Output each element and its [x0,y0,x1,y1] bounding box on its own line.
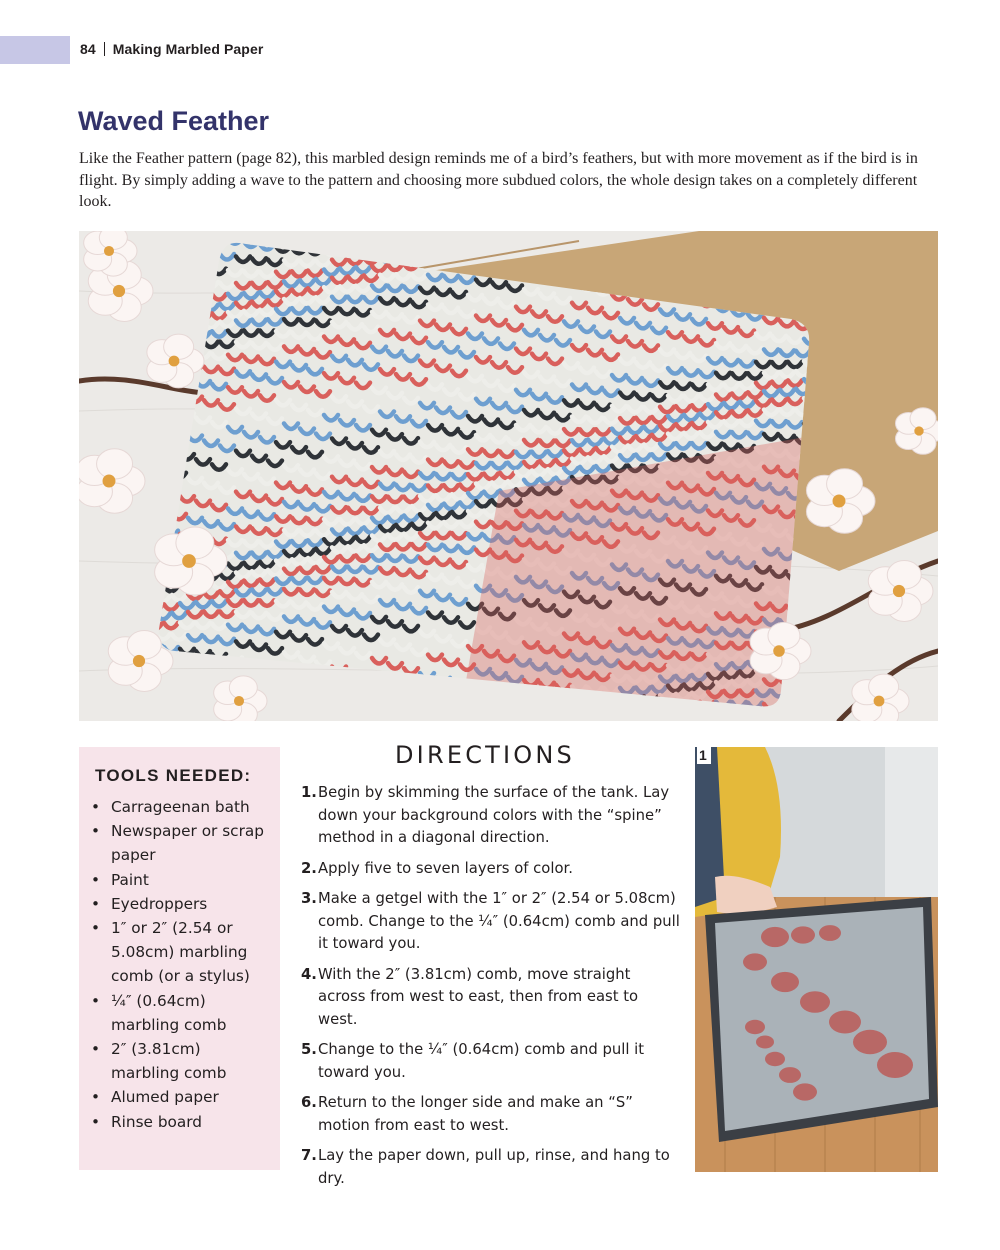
step-number: 2. [301,859,317,877]
running-head [80,41,263,57]
step-text: Apply five to seven layers of color. [318,859,573,877]
step-number: 1. [301,784,317,801]
step-photo [695,747,938,1172]
tool-item: • Carrageenan bath [91,795,271,819]
intro-paragraph: Like the Feather pattern (page 82), this marbled design reminds me of a bird’s feathers, but with more movement as if the bird is in flight. By simply adding a wave to the pattern and choosing more subdued colors, the whole design takes on a completely different look. [79,150,918,210]
tools-heading: TOOLS NEEDED: [95,766,252,785]
tool-item: • Rinse board [91,1110,271,1134]
direction-step [301,1092,681,1137]
tools-needed-box [79,747,280,1170]
tool-item: • Alumed paper [91,1085,271,1109]
direction-step [301,888,681,956]
step-number: 5. [301,1041,317,1058]
directions-heading: DIRECTIONS [395,741,575,769]
direction-step [301,782,681,850]
tool-item: • Newspaper or scrap paper [91,819,271,867]
running-head-divider [104,42,105,56]
step-text: With the 2″ (3.81cm) comb, move straight across from west to east, then from east to west. [318,965,639,1028]
page-title: Waved Feather [78,106,270,136]
step-number: 6. [301,1094,317,1111]
directions-list [301,782,681,1198]
step-text: Lay the paper down, pull up, rinse, and hang to dry. [318,1147,670,1187]
tool-item: • Paint [91,868,271,892]
page-number: 84 [80,41,96,57]
step-text: Change to the ¼″ (0.64cm) comb and pull it toward you. [318,1041,645,1081]
tool-item: • 2″ (3.81cm) marbling comb [91,1037,271,1085]
tank-photo [695,747,938,1172]
direction-step [301,1039,681,1084]
tool-item: • ¼″ (0.64cm) marbling comb [91,989,271,1037]
step-number: 3. [301,890,317,907]
direction-step [301,858,681,881]
hero-photo [79,231,938,721]
step-number: 4. [301,965,317,983]
section-name: Making Marbled Paper [112,41,264,57]
door [885,747,938,897]
tank-surface [715,907,929,1131]
direction-step [301,1145,681,1190]
step-text: Begin by skimming the surface of the tank. Lay down your background colors with the “spine” method in a diagonal direction. [318,784,670,846]
tool-item: • Eyedroppers [91,892,271,916]
page-tab [0,36,70,64]
photo-number: 1 [697,747,711,764]
tools-list [91,795,271,1134]
tool-item: • 1″ or 2″ (2.54 or 5.08cm) marbling comb (or a stylus) [91,916,271,989]
step-number: 7. [301,1147,317,1164]
marbled-paper-photo [79,231,938,721]
direction-step [301,964,681,1032]
step-text: Make a getgel with the 1″ or 2″ (2.54 or 5.08cm) comb. Change to the ¼″ (0.64cm) comb and pull it toward you. [318,890,680,952]
step-text: Return to the longer side and make an “S” motion from east to west. [318,1094,633,1134]
